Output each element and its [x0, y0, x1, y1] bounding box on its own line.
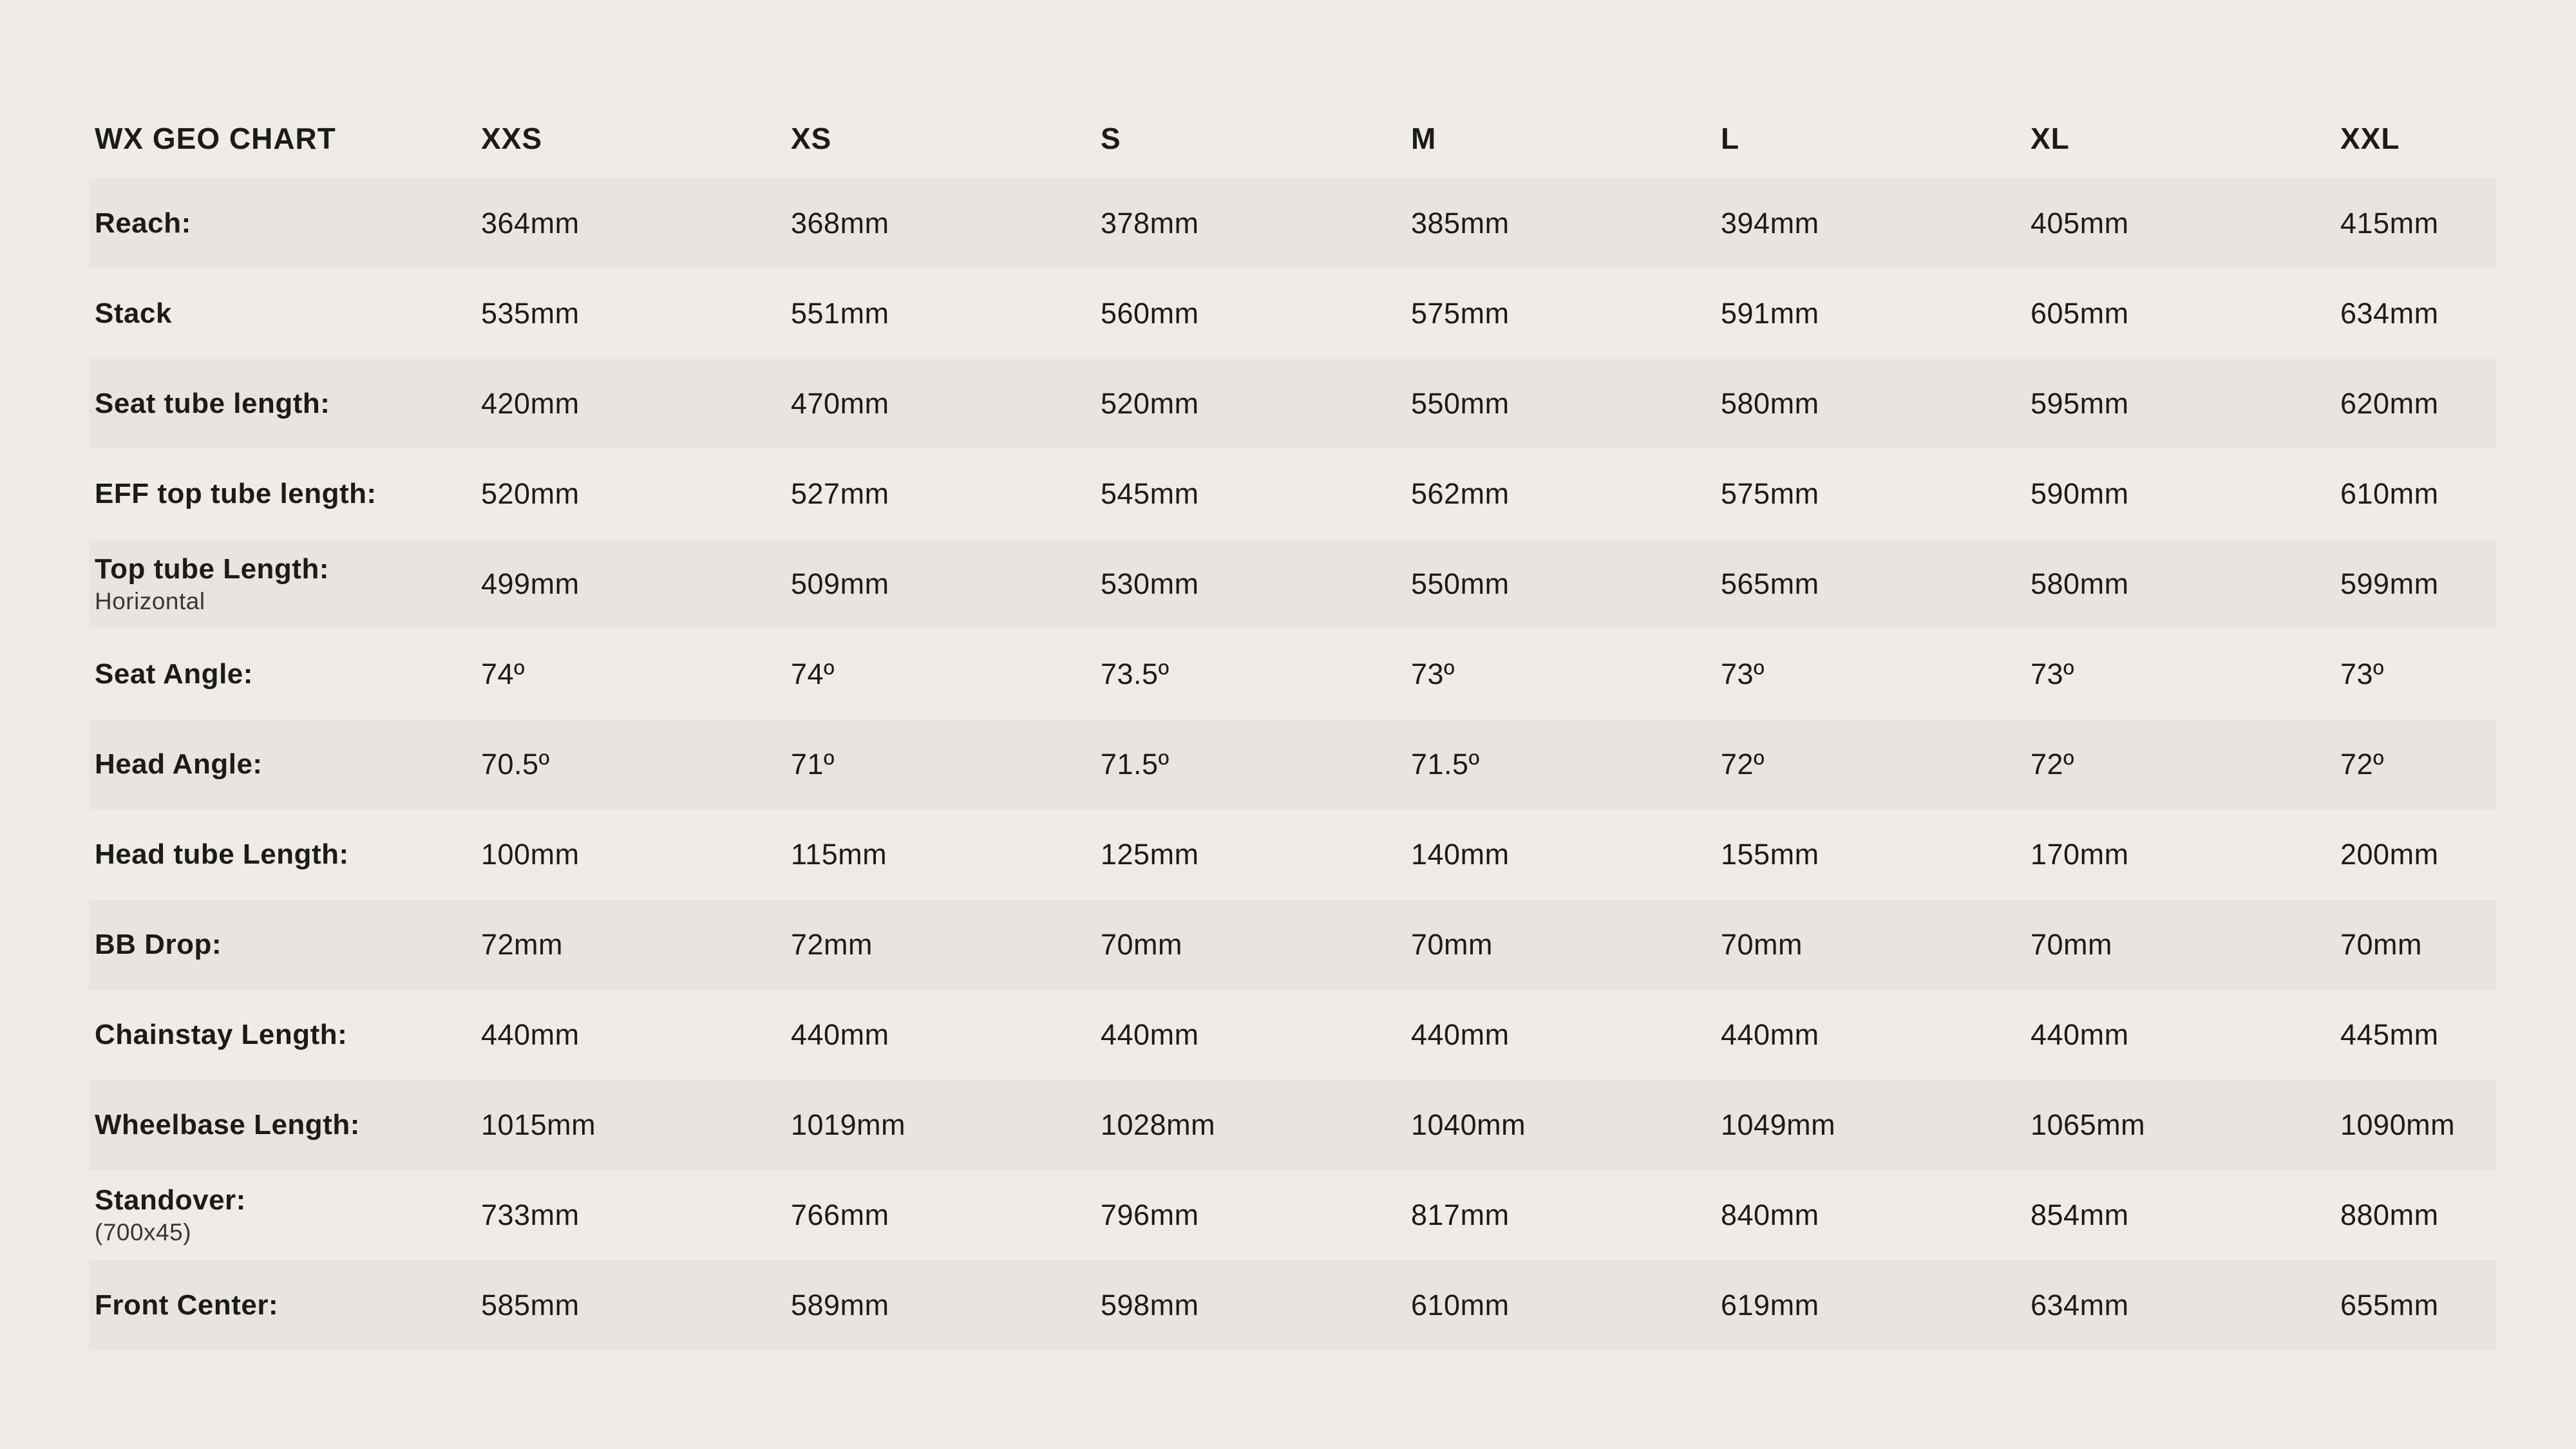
value-cell: 100mm	[481, 838, 580, 871]
value-cell: 591mm	[1721, 297, 1819, 330]
row-label: BB Drop:	[95, 929, 222, 960]
row-label: Front Center:	[95, 1289, 279, 1321]
value-cell: 1065mm	[2031, 1108, 2146, 1141]
value-cell: 589mm	[791, 1289, 889, 1321]
value-cell: 499mm	[481, 567, 580, 600]
row-label: EFF top tube length:	[95, 478, 377, 509]
value-cell: 440mm	[791, 1018, 889, 1051]
value-cell: 394mm	[1721, 207, 1819, 240]
value-cell: 1040mm	[1411, 1108, 1526, 1141]
value-cell: 72º	[1721, 748, 1765, 781]
value-cell: 590mm	[2031, 477, 2129, 510]
value-cell: 385mm	[1411, 207, 1510, 240]
value-cell: 562mm	[1411, 477, 1510, 510]
value-cell: 405mm	[2031, 207, 2129, 240]
row-label: Reach:	[95, 207, 191, 239]
value-cell: 619mm	[1721, 1289, 1819, 1321]
value-cell: 610mm	[1411, 1289, 1510, 1321]
row-label: Head Angle:	[95, 748, 263, 780]
value-cell: 72mm	[791, 928, 873, 961]
row-label: Standover:	[95, 1184, 246, 1216]
row-label-cell	[95, 1080, 360, 1170]
value-cell: 73º	[1721, 658, 1765, 690]
value-cell: 415mm	[2340, 207, 2439, 240]
row-label: Top tube Length:	[95, 553, 329, 585]
table-row	[89, 359, 2496, 449]
value-cell: 71.5º	[1411, 748, 1480, 781]
value-cell: 585mm	[481, 1289, 580, 1321]
value-cell: 125mm	[1101, 838, 1199, 871]
value-cell: 535mm	[481, 297, 580, 330]
size-header-xxl: XXL	[2340, 121, 2400, 155]
row-label-cell	[95, 1170, 246, 1260]
value-cell: 580mm	[2031, 567, 2129, 600]
size-header-xs: XS	[791, 121, 832, 155]
value-cell: 73.5º	[1101, 658, 1170, 690]
size-header-xl: XL	[2031, 121, 2070, 155]
row-label-cell	[95, 178, 191, 269]
table-row	[89, 1080, 2496, 1170]
value-cell: 509mm	[791, 567, 889, 600]
value-cell: 72º	[2031, 748, 2074, 781]
size-header-m: M	[1411, 121, 1437, 155]
value-cell: 445mm	[2340, 1018, 2439, 1051]
row-sublabel: (700x45)	[95, 1219, 192, 1245]
row-label-cell	[95, 719, 263, 810]
table-row	[89, 719, 2496, 810]
value-cell: 1090mm	[2340, 1108, 2456, 1141]
value-cell: 605mm	[2031, 297, 2129, 330]
value-cell: 70mm	[1411, 928, 1493, 961]
value-cell: 580mm	[1721, 387, 1819, 420]
value-cell: 420mm	[481, 387, 580, 420]
row-label-cell	[95, 900, 222, 990]
value-cell: 595mm	[2031, 387, 2129, 420]
value-cell: 527mm	[791, 477, 889, 510]
value-cell: 520mm	[1101, 387, 1199, 420]
row-label-cell	[95, 990, 347, 1080]
value-cell: 840mm	[1721, 1198, 1819, 1231]
row-label-cell	[95, 1260, 278, 1350]
value-cell: 73º	[2031, 658, 2074, 690]
row-label-cell	[95, 539, 329, 629]
value-cell: 140mm	[1411, 838, 1510, 871]
value-cell: 74º	[791, 658, 835, 690]
row-label: Stack	[95, 298, 172, 329]
table-row	[89, 178, 2496, 269]
value-cell: 71.5º	[1101, 748, 1170, 781]
value-cell: 796mm	[1101, 1198, 1199, 1231]
value-cell: 854mm	[2031, 1198, 2129, 1231]
table-row	[89, 900, 2496, 990]
row-label: Seat Angle:	[95, 658, 253, 690]
table-row	[89, 269, 2496, 359]
value-cell: 1019mm	[791, 1108, 906, 1141]
row-sublabel: Horizontal	[95, 588, 205, 614]
size-header-s: S	[1101, 121, 1121, 155]
value-cell: 155mm	[1721, 838, 1819, 871]
row-label: Chainstay Length:	[95, 1019, 348, 1050]
value-cell: 364mm	[481, 207, 580, 240]
value-cell: 71º	[791, 748, 835, 781]
table-body	[89, 178, 2496, 1350]
value-cell: 634mm	[2031, 1289, 2129, 1321]
table-row	[89, 1260, 2496, 1350]
value-cell: 880mm	[2340, 1198, 2439, 1231]
value-cell: 1028mm	[1101, 1108, 1216, 1141]
table-row	[89, 990, 2496, 1080]
value-cell: 440mm	[1101, 1018, 1199, 1051]
geo-chart-table	[89, 90, 2496, 1350]
value-cell: 200mm	[2340, 838, 2439, 871]
value-cell: 598mm	[1101, 1289, 1199, 1321]
value-cell: 817mm	[1411, 1198, 1510, 1231]
value-cell: 70mm	[2340, 928, 2423, 961]
value-cell: 440mm	[1411, 1018, 1510, 1051]
value-cell: 440mm	[1721, 1018, 1819, 1051]
table-header-row	[89, 90, 2496, 178]
value-cell: 655mm	[2340, 1289, 2439, 1321]
value-cell: 1015mm	[481, 1108, 596, 1141]
value-cell: 550mm	[1411, 567, 1510, 600]
size-header-l: L	[1721, 121, 1740, 155]
row-label-cell	[95, 359, 330, 449]
value-cell: 766mm	[791, 1198, 889, 1231]
table-row	[89, 810, 2496, 900]
row-label: Head tube Length:	[95, 838, 349, 870]
value-cell: 440mm	[2031, 1018, 2129, 1051]
value-cell: 733mm	[481, 1198, 580, 1231]
value-cell: 545mm	[1101, 477, 1199, 510]
value-cell: 70mm	[2031, 928, 2113, 961]
value-cell: 599mm	[2340, 567, 2439, 600]
value-cell: 368mm	[791, 207, 889, 240]
table-title: WX GEO CHART	[95, 121, 336, 155]
value-cell: 440mm	[481, 1018, 580, 1051]
value-cell: 72mm	[481, 928, 564, 961]
row-label: Wheelbase Length:	[95, 1109, 360, 1141]
value-cell: 1049mm	[1721, 1108, 1836, 1141]
value-cell: 560mm	[1101, 297, 1199, 330]
value-cell: 634mm	[2340, 297, 2439, 330]
row-label-cell	[95, 449, 377, 539]
value-cell: 70mm	[1101, 928, 1183, 961]
value-cell: 73º	[1411, 658, 1455, 690]
value-cell: 70.5º	[481, 748, 550, 781]
value-cell: 575mm	[1411, 297, 1510, 330]
value-cell: 550mm	[1411, 387, 1510, 420]
value-cell: 170mm	[2031, 838, 2129, 871]
value-cell: 565mm	[1721, 567, 1819, 600]
row-label: Seat tube length:	[95, 388, 330, 419]
size-header-xxs: XXS	[481, 121, 543, 155]
value-cell: 620mm	[2340, 387, 2439, 420]
value-cell: 115mm	[791, 838, 887, 871]
value-cell: 470mm	[791, 387, 889, 420]
value-cell: 74º	[481, 658, 525, 690]
value-cell: 378mm	[1101, 207, 1199, 240]
value-cell: 72º	[2340, 748, 2384, 781]
value-cell: 610mm	[2340, 477, 2439, 510]
value-cell: 73º	[2340, 658, 2384, 690]
table-row	[89, 1170, 2496, 1260]
value-cell: 70mm	[1721, 928, 1803, 961]
table-row	[89, 539, 2496, 629]
table-row	[89, 449, 2496, 539]
value-cell: 530mm	[1101, 567, 1199, 600]
table-row	[89, 629, 2496, 719]
value-cell: 575mm	[1721, 477, 1819, 510]
row-label-cell	[95, 629, 253, 719]
row-label-cell	[95, 810, 349, 900]
value-cell: 551mm	[791, 297, 889, 330]
row-label-cell	[95, 269, 172, 359]
value-cell: 520mm	[481, 477, 580, 510]
